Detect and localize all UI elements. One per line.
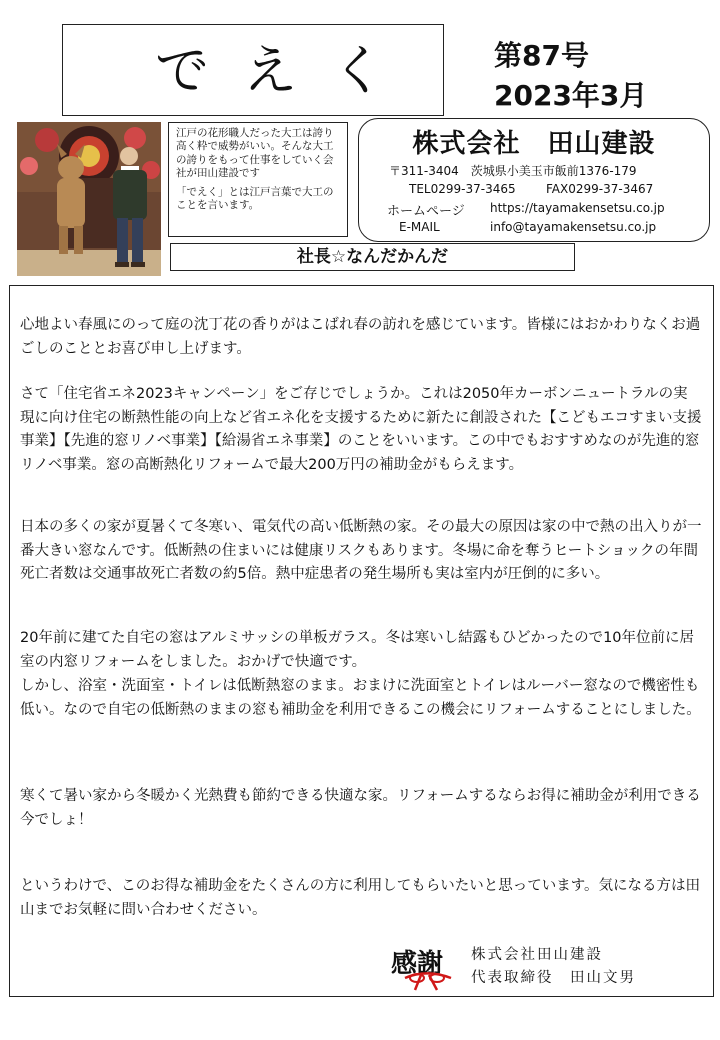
seal-text: 感謝 [391,949,444,979]
article-paragraph: 寒くて暑い家から冬暖かく光熱費も節約できる快適な家。リフォームするならお得に補助金が利用できる今でしょ！ [20,788,701,828]
newsletter-title-box [62,24,444,116]
signature-name: 代表取締役 田山文男 [471,970,636,986]
president-photo [17,122,161,276]
company-phone: TEL0299-37-3465 [409,182,516,196]
company-info-box [358,118,710,242]
email-label: E-MAIL [399,220,440,234]
homepage-label: ホームページ [387,204,465,219]
signature-company: 株式会社田山建設 [471,947,603,963]
homepage-url[interactable]: https://tayamakensetsu.co.jp [490,201,665,215]
article-paragraph: 20年前に建てた自宅の窓はアルミサッシの単板ガラス。冬は寒いし結露もひどかったので10年位前に居室の内窓リフォームをしました。おかげで快適です。 [20,630,695,670]
article-paragraph: 心地よい春風にのって庭の沈丁花の香りがはこばれ春の訪れを感じています。皆様にはおかわりなくお過ごしのこととお喜び申し上げます。 [20,317,701,357]
issue-date: 2023年3月 [494,79,648,112]
company-name: 株式会社 田山建設 [412,129,656,159]
intro-box [168,122,348,237]
photo-illustration [17,122,161,276]
section-title-box [170,243,575,271]
article-paragraph: しかし、浴室・洗面室・トイレは低断熱窓のまま。おまけに洗面室とトイレはルーバー窓なので機密性も低い。なので自宅の低断熱のままの窓も補助金を利用できるこの機会にリフォームすることにしました。 [20,678,701,718]
intro-paragraph-1: 江戸の花形職人だった大工は誇り高く粋で威勢がいい。そんな大工の誇りをもって仕事をしていく会社が田山建設です [176,127,334,180]
email-address[interactable]: info@tayamakensetsu.co.jp [490,220,657,234]
issue-number: 第87号 [494,39,589,72]
section-title: 社長☆なんだかんだ [296,247,449,267]
company-address: 〒311-3404 茨城県小美玉市飯前1376-179 [389,164,637,178]
thanks-seal [385,942,469,992]
intro-paragraph-2: 「でえく」とは江戸言葉で大工のことを言います。 [176,185,334,212]
article-paragraph: というわけで、このお得な補助金をたくさんの方に利用してもらいたいと思っています。気になる方は田山までお気軽に問い合わせください。 [20,878,701,918]
article-paragraph: 日本の多くの家が夏暑くて冬寒い、電気代の高い低断熱の家。その最大の原因は家の中で熱の出入りが一番大きい窓なんです。低断熱の住まいには健康リスクもあります。冬場に命を奪うヒートショックの年間死亡者数は交通事故死亡者数の約5倍。熱中症患者の発生場所も実は室内が圧倒的に多い。 [20,519,702,582]
article-paragraph: さて「住宅省エネ2023キャンペーン」をご存じでしょうか。これは2050年カーボンニュートラルの実現に向け住宅の断熱性能の向上など省エネ化を支援するために新たに創設された【こどもエコすまい支援事業】【先進的窓リノベ事業】【給湯省エネ事業】のことをいいます。この中でもおすすめなのが先進的窓リノベ事業。窓の高断熱化リフォームで最大200万円の補助金がもらえます。 [20,386,702,473]
newsletter-title: でえく [155,39,419,102]
article-box [9,285,714,997]
thanks-seal-icon [385,942,469,992]
company-fax: FAX0299-37-3467 [546,182,654,196]
